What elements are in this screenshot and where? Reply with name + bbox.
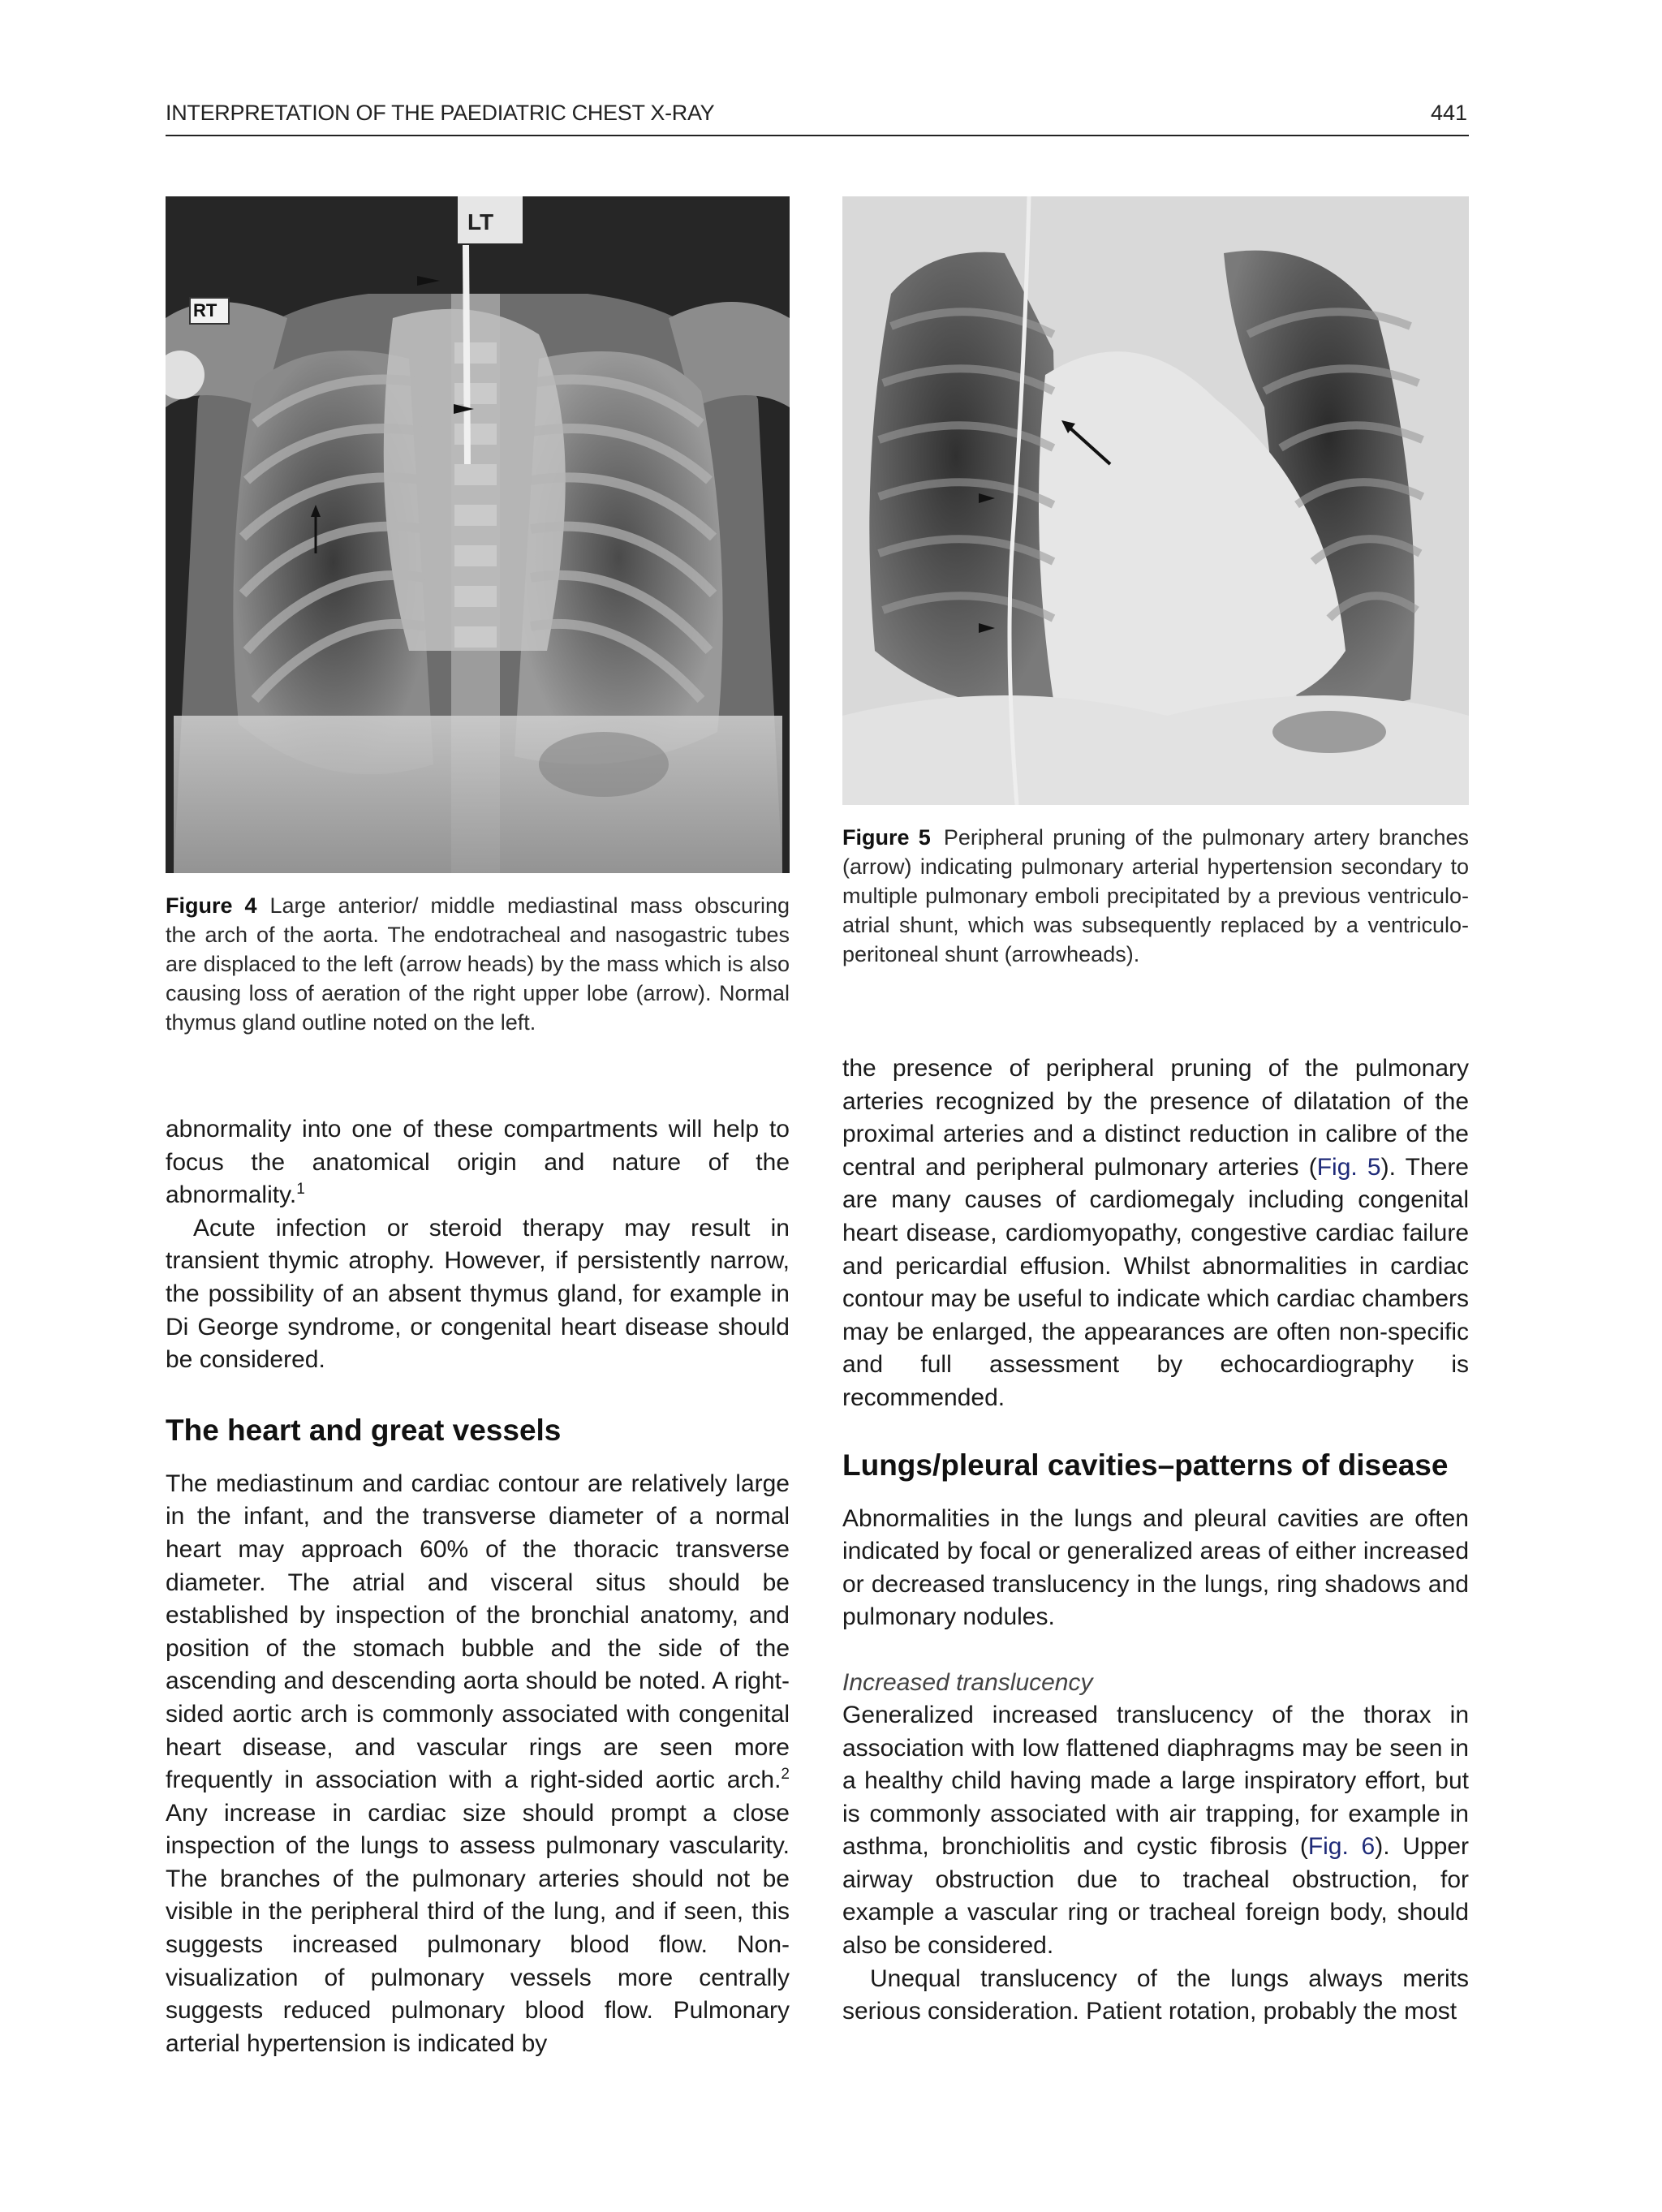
right-paragraph-3-text-a: Generalized increased translucency of the thorax in association with low flattened diaphragms may be seen in a healthy child having made a large inspiratory effort, but is commonly associated with air trapping, for example in asthma, bronchiolitis and cystic fibrosis ( [842, 1701, 1469, 1861]
subheading-increased-translucency: Increased translucency [842, 1668, 1093, 1696]
right-paragraph-1-text-b: ). There are many causes of cardiomegaly including congenital heart disease, cardiomyopathy, congestive cardiac failure and pericardial effusion. Whilst abnormalities in cardiac contour may be useful to indicate which cardiac chambers may be enlarged, the appearances are often non-specific and full assessment by echocardiography is recommended. [842, 1153, 1469, 1411]
figure-4-caption-label: Figure 4 [166, 893, 257, 918]
running-head: INTERPRETATION OF THE PAEDIATRIC CHEST X-RAY [166, 101, 715, 125]
right-text-column [842, 1052, 1469, 2029]
left-text-column [166, 1113, 790, 2060]
figure-4-caption-text: Large anterior/ middle mediastinal mass obscuring the arch of the aorta. The endotracheal and nasogastric tubes are displaced to the left (arrow heads) by the mass which is also causing loss of aeration of the right upper lobe (arrow). Normal thymus gland outline noted on the left. [166, 893, 790, 1035]
left-paragraph-1-text: abnormality into one of these compartments will help to focus the anatomical origin and nature of the abnormality. [166, 1116, 790, 1209]
figure-4-xray-drawing [166, 196, 790, 873]
section-heading-heart-great-vessels: The heart and great vessels [166, 1413, 562, 1447]
figure-6-reference-link[interactable]: Fig. 6 [1307, 1833, 1376, 1861]
figure-5-reference-link[interactable]: Fig. 5 [1316, 1153, 1381, 1181]
figure-5-caption-text: Peripheral pruning of the pulmonary artery branches (arrow) indicating pulmonary arterial hypertension secondary to multiple pulmonary emboli precipitated by a previous ventriculo-atrial shunt, which was subsequently replaced by a ventriculo-peritoneal shunt (arrowheads). [842, 825, 1469, 966]
right-paragraph-2: Abnormalities in the lungs and pleural cavities are often indicated by focal or generalized areas of either increased or decreased translucency in the lungs, ring shadows and pulmonary nodules. [842, 1504, 1469, 1631]
figure-5-xray-drawing [842, 196, 1469, 805]
xray-marker-rt: RT [193, 300, 217, 321]
left-paragraph-1 [166, 1113, 790, 1212]
left-paragraph-2: Acute infection or steroid therapy may result in transient thymic atrophy. However, if persistently narrow, the possibility of an absent thymus gland, for example in Di George syndrome, or congenital heart disease should be considered. [166, 1214, 790, 1374]
citation-1: 1 [296, 1181, 305, 1199]
left-paragraph-3-text-b: Any increase in cardiac size should prompt a close inspection of the lungs to assess pulmonary vascularity. The branches of the pulmonary arteries should not be visible in the peripheral third of the lung, and if seen, this suggests increased pulmonary blood flow. Non-visualization of pulmonary vessels more centrally suggests reduced pulmonary blood flow. Pulmonary arterial hypertension is indicated by [166, 1799, 790, 2057]
left-paragraph-3-text-a: The mediastinum and cardiac contour are relatively large in the infant, and the transverse diameter of a normal heart may approach 60% of the thoracic transverse diameter. The atrial and visceral situs should be established by inspection of the bronchial anatomy, and position of the stomach bubble and the side of the ascending and descending aorta should be noted. A right-sided aortic arch is commonly associated with congenital heart disease, and vascular rings are seen more frequently in association with a right-sided aortic arch. [166, 1470, 790, 1794]
figure-4-xray-image [166, 196, 790, 873]
page-header [166, 99, 1469, 136]
citation-2: 2 [781, 1766, 790, 1784]
figure-5-caption-label: Figure 5 [842, 825, 931, 850]
figure-4-caption [166, 891, 790, 1037]
left-paragraph-3 [166, 1468, 790, 2061]
section-heading-lungs-pleural: Lungs/pleural cavities–patterns of disease [842, 1448, 1449, 1482]
xray-marker-lt: LT [467, 209, 494, 235]
figure-5-xray-image [842, 196, 1469, 805]
figure-5-caption [842, 823, 1469, 969]
right-paragraph-1-text-a: the presence of peripheral pruning of the pulmonary arteries recognized by the presence of dilatation of the proximal arteries and a distinct reduction in calibre of the central and peripheral pulmonary arteries ( [842, 1055, 1469, 1181]
right-paragraph-1 [842, 1052, 1469, 1415]
right-paragraph-3-text-b: ). Upper airway obstruction due to tracheal obstruction, for example a vascular ring or tracheal foreign body, should also be considered. [842, 1833, 1469, 1960]
right-paragraph-4: Unequal translucency of the lungs always merits serious consideration. Patient rotation, probably the most [842, 1965, 1469, 2025]
right-paragraph-3 [842, 1699, 1469, 1963]
page-number: 441 [1430, 101, 1467, 125]
